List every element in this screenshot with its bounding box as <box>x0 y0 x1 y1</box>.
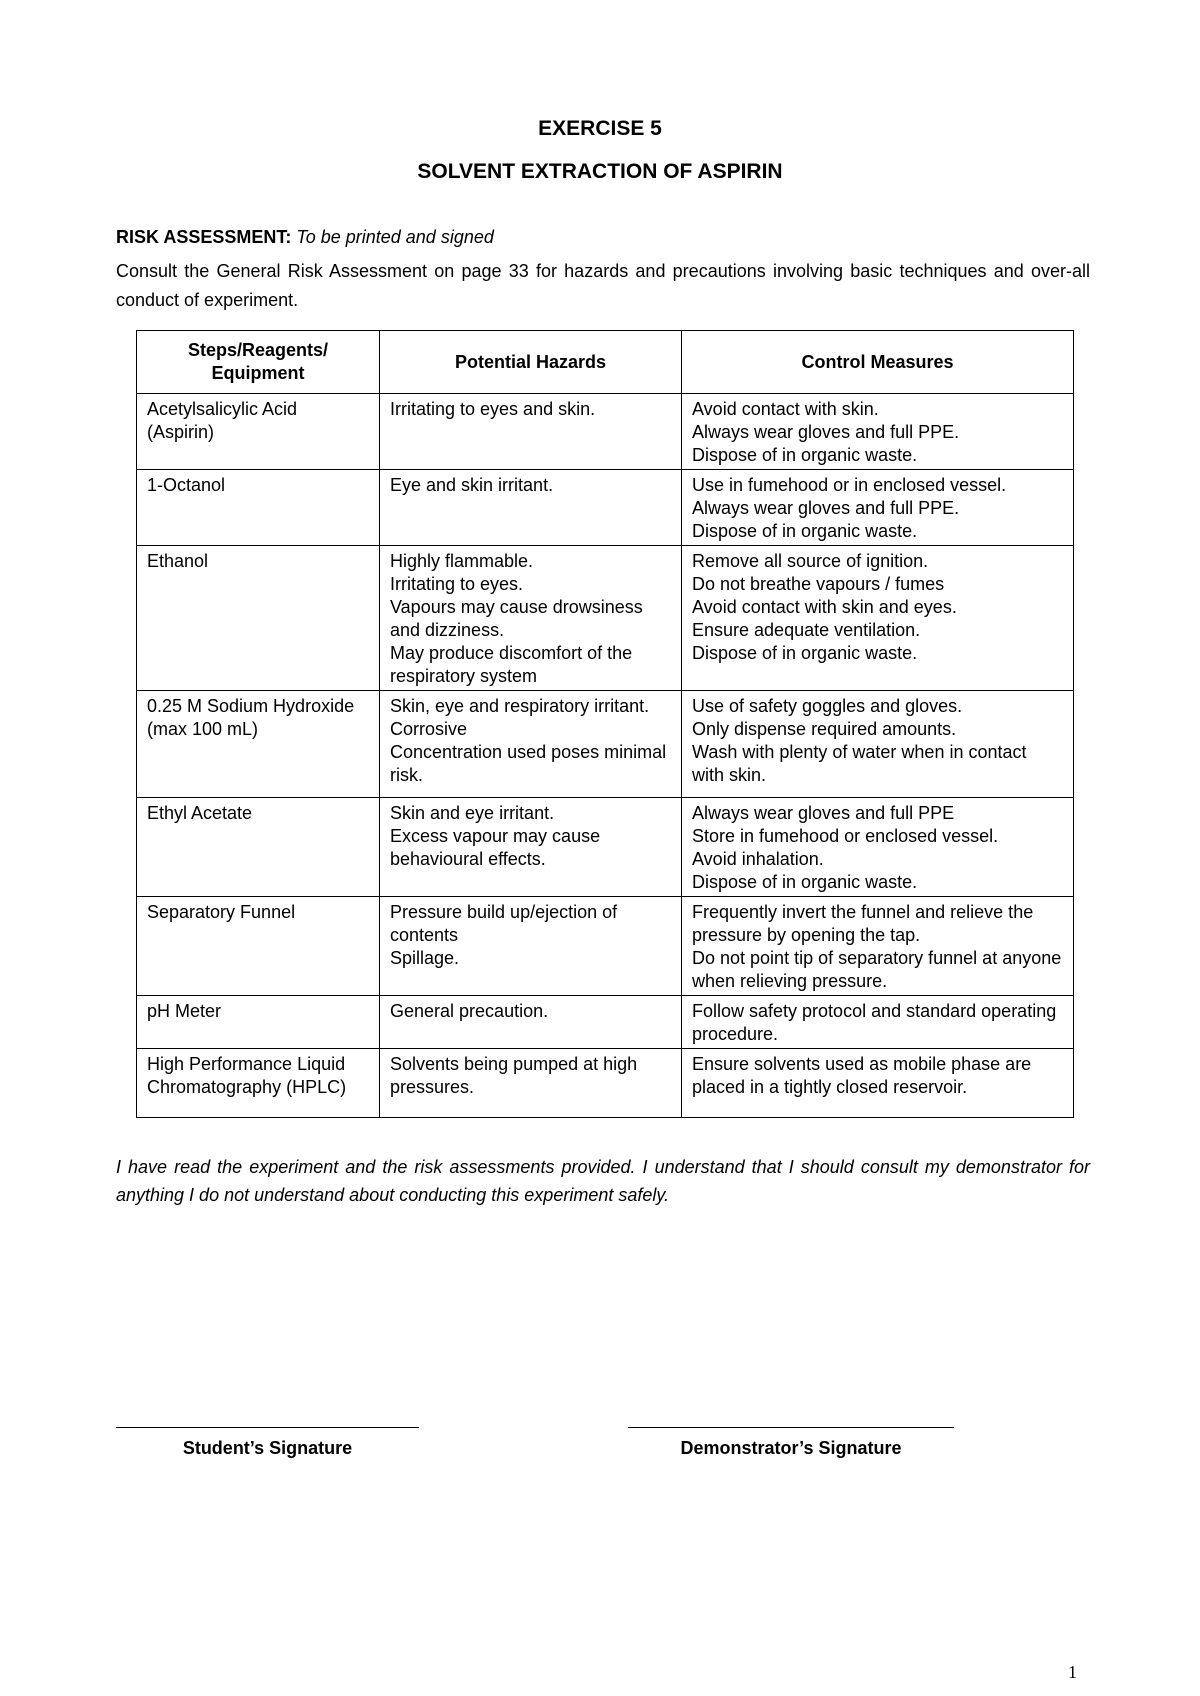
table-row <box>137 996 1074 1049</box>
controls-text: Always wear gloves and full PPE. <box>692 498 960 518</box>
controls-cell <box>682 546 1074 691</box>
hazards-text: Highly flammable. <box>390 551 534 571</box>
step-cell <box>137 1049 380 1118</box>
hazards-text: Solvents being pumped at high pressures. <box>390 1054 638 1097</box>
hazards-cell <box>380 1049 682 1118</box>
controls-cell <box>682 394 1074 470</box>
hazards-text: Spillage. <box>390 948 460 968</box>
hazards-cell <box>380 470 682 546</box>
hazards-text: Irritating to eyes and skin. <box>390 399 596 419</box>
step-cell <box>137 897 380 996</box>
controls-text: Always wear gloves and full PPE <box>692 803 955 823</box>
controls-cell <box>682 1049 1074 1118</box>
controls-text: Always wear gloves and full PPE. <box>692 422 960 442</box>
step-text: pH Meter <box>147 1001 222 1021</box>
controls-text: Follow safety protocol and standard operating procedure. <box>692 1001 1057 1044</box>
controls-text: Store in fumehood or enclosed vessel. <box>692 826 999 846</box>
page-number: 1 <box>1068 1662 1077 1682</box>
controls-text: Ensure solvents used as mobile phase are placed in a tightly closed reservoir. <box>692 1054 1032 1097</box>
table-row <box>137 394 1074 470</box>
hazards-text: Eye and skin irritant. <box>390 475 554 495</box>
controls-text: Avoid contact with skin. <box>692 399 879 419</box>
hazards-cell <box>380 394 682 470</box>
exercise-number: EXERCISE 5 <box>538 117 662 140</box>
table-body <box>137 394 1074 1118</box>
step-text: 0.25 M Sodium Hydroxide <box>147 696 355 716</box>
controls-cell <box>682 996 1074 1049</box>
hazards-cell <box>380 897 682 996</box>
step-cell <box>137 996 380 1049</box>
exercise-title: SOLVENT EXTRACTION OF ASPIRIN <box>417 160 783 183</box>
step-cell <box>137 546 380 691</box>
step-text: Acetylsalicylic Acid <box>147 399 298 419</box>
controls-text: Ensure adequate ventilation. <box>692 620 921 640</box>
controls-cell <box>682 470 1074 546</box>
hazards-cell <box>380 798 682 897</box>
hazards-text: Excess vapour may cause behavioural effects. <box>390 826 601 869</box>
controls-text: Avoid contact with skin and eyes. <box>692 597 957 617</box>
step-cell <box>137 394 380 470</box>
controls-text: Dispose of in organic waste. <box>692 872 918 892</box>
header-steps: Steps/Reagents/ Equipment <box>137 331 380 394</box>
table-header-row <box>137 331 1074 394</box>
controls-cell <box>682 897 1074 996</box>
controls-cell <box>682 691 1074 798</box>
table-row <box>137 897 1074 996</box>
hazards-text: Pressure build up/ejection of contents <box>390 902 618 945</box>
step-text: (max 100 mL) <box>147 719 259 739</box>
step-cell <box>137 691 380 798</box>
controls-text: Do not breathe vapours / fumes <box>692 574 945 594</box>
risk-assessment-note: To be printed and signed <box>296 227 494 247</box>
controls-text: Remove all source of ignition. <box>692 551 929 571</box>
controls-text: Dispose of in organic waste. <box>692 643 918 663</box>
controls-text: Wash with plenty of water when in contact with skin. <box>692 742 1027 785</box>
risk-assessment-label: RISK ASSESSMENT: <box>116 227 292 247</box>
consult-paragraph: Consult the General Risk Assessment on page 33 for hazards and precautions involving basic techniques and over-all conduct of experiment. <box>116 261 1090 310</box>
controls-text: Do not point tip of separatory funnel at anyone when relieving pressure. <box>692 948 1062 991</box>
acknowledgement-statement: I have read the experiment and the risk assessments provided. I understand that I should consult my demonstrator for anything I do not understand about conducting this experiment safely. <box>116 1157 1090 1205</box>
hazards-text: Concentration used poses minimal risk. <box>390 742 667 785</box>
step-cell <box>137 798 380 897</box>
hazards-text: Irritating to eyes. <box>390 574 524 594</box>
hazards-cell <box>380 546 682 691</box>
demonstrator-signature-line <box>628 1427 954 1428</box>
hazards-text: Corrosive <box>390 719 468 739</box>
hazards-text: May produce discomfort of the respiratory system <box>390 643 633 686</box>
risk-table <box>136 330 1074 1118</box>
step-text: 1-Octanol <box>147 475 226 495</box>
step-text: (Aspirin) <box>147 422 215 442</box>
hazards-cell <box>380 996 682 1049</box>
step-cell <box>137 470 380 546</box>
hazards-text: Skin and eye irritant. <box>390 803 555 823</box>
step-text: High Performance Liquid Chromatography (HPLC) <box>147 1054 347 1097</box>
controls-text: Use in fumehood or in enclosed vessel. <box>692 475 1007 495</box>
step-text: Separatory Funnel <box>147 902 296 922</box>
hazards-text: Vapours may cause drowsiness and dizziness. <box>390 597 643 640</box>
risk-assessment-line <box>116 223 1090 252</box>
table-row <box>137 798 1074 897</box>
controls-text: Dispose of in organic waste. <box>692 521 918 541</box>
step-text: Ethanol <box>147 551 209 571</box>
controls-text: Frequently invert the funnel and relieve the pressure by opening the tap. <box>692 902 1034 945</box>
hazards-text: General precaution. <box>390 1001 549 1021</box>
table-row <box>137 546 1074 691</box>
step-text: Ethyl Acetate <box>147 803 253 823</box>
student-signature-label: Student’s Signature <box>182 1438 353 1458</box>
student-signature-line <box>116 1427 419 1428</box>
header-hazards: Potential Hazards <box>380 331 682 394</box>
demonstrator-signature-label: Demonstrator’s Signature <box>680 1438 902 1458</box>
controls-text: Use of safety goggles and gloves. <box>692 696 963 716</box>
header-controls: Control Measures <box>682 331 1074 394</box>
hazards-cell <box>380 691 682 798</box>
controls-text: Only dispense required amounts. <box>692 719 957 739</box>
controls-text: Avoid inhalation. <box>692 849 824 869</box>
table-row <box>137 1049 1074 1118</box>
table-row <box>137 470 1074 546</box>
controls-text: Dispose of in organic waste. <box>692 445 918 465</box>
controls-cell <box>682 798 1074 897</box>
table-row <box>137 691 1074 798</box>
hazards-text: Skin, eye and respiratory irritant. <box>390 696 650 716</box>
